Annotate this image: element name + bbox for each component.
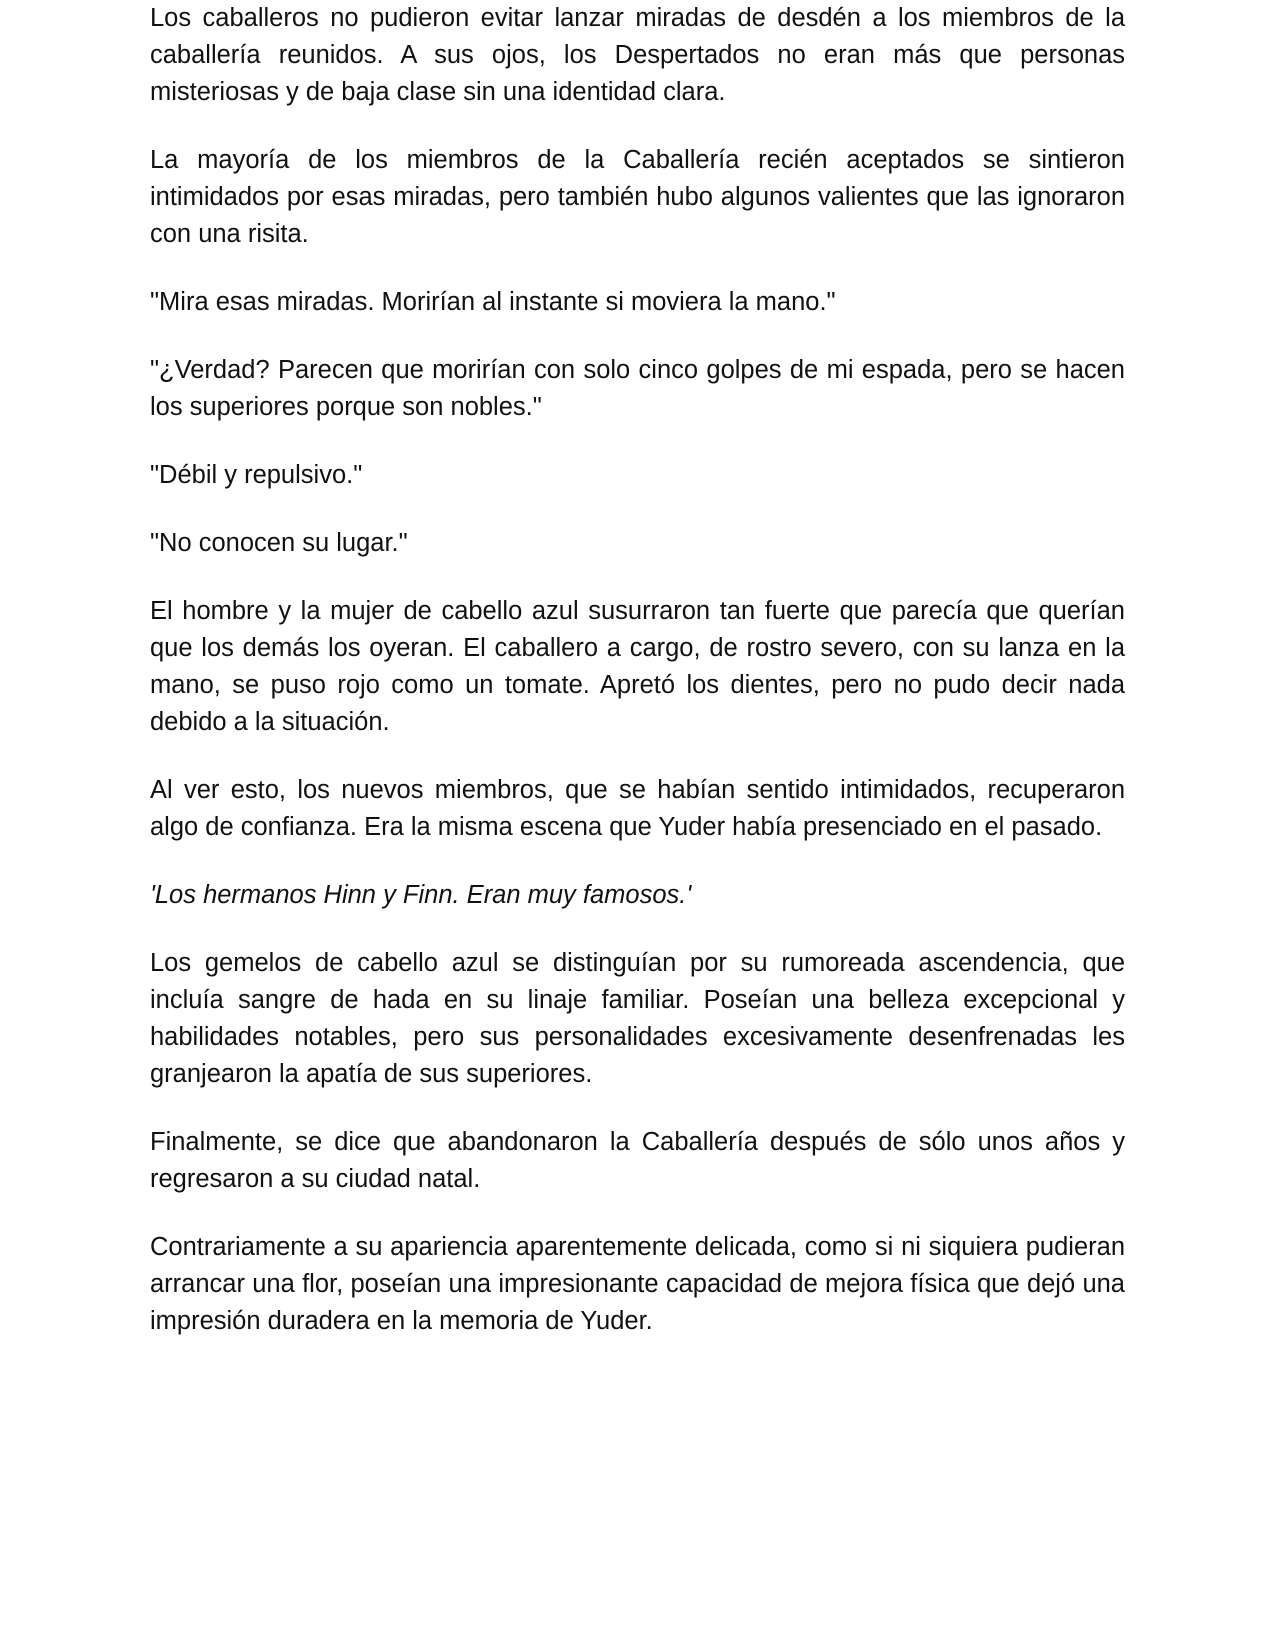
paragraph-5: Los gemelos de cabello azul se distinguían por su rumoreada ascendencia, que incluía sangre de hada en su linaje familiar. Poseían una belleza excepcional y habilidades notables, pero sus personalidades excesivamente desenfrenadas les granjearon la apatía de sus superiores. bbox=[150, 949, 1125, 1088]
dialogue-4: "No conocen su lugar." bbox=[150, 529, 408, 557]
document-body bbox=[150, 0, 1125, 1371]
paragraph-2: La mayoría de los miembros de la Caballería recién aceptados se sintieron intimidados por esas miradas, pero también hubo algunos valientes que las ignoraron con una risita. bbox=[150, 146, 1125, 248]
paragraph-7: Contrariamente a su apariencia aparentemente delicada, como si ni siquiera pudieran arrancar una flor, poseían una impresionante capacidad de mejora física que dejó una impresión duradera en la memoria de Yuder. bbox=[150, 1233, 1125, 1335]
paragraph-1: Los caballeros no pudieron evitar lanzar miradas de desdén a los miembros de la caballería reunidos. A sus ojos, los Despertados no eran más que personas misteriosas y de baja clase sin una identidad clara. bbox=[150, 4, 1125, 106]
dialogue-2: "¿Verdad? Parecen que morirían con solo cinco golpes de mi espada, pero se hacen los superiores porque son nobles." bbox=[150, 356, 1125, 421]
dialogue-3: "Débil y repulsivo." bbox=[150, 461, 363, 489]
dialogue-1: "Mira esas miradas. Morirían al instante si moviera la mano." bbox=[150, 288, 836, 316]
paragraph-6: Finalmente, se dice que abandonaron la Caballería después de sólo unos años y regresaron a su ciudad natal. bbox=[150, 1128, 1125, 1193]
inner-thought: 'Los hermanos Hinn y Finn. Eran muy famosos.' bbox=[150, 881, 692, 909]
paragraph-4: Al ver esto, los nuevos miembros, que se habían sentido intimidados, recuperaron algo de confianza. Era la misma escena que Yuder había presenciado en el pasado. bbox=[150, 776, 1125, 841]
paragraph-3: El hombre y la mujer de cabello azul susurraron tan fuerte que parecía que querían que los demás los oyeran. El caballero a cargo, de rostro severo, con su lanza en la mano, se puso rojo como un tomate. Apretó los dientes, pero no pudo decir nada debido a la situación. bbox=[150, 597, 1125, 736]
